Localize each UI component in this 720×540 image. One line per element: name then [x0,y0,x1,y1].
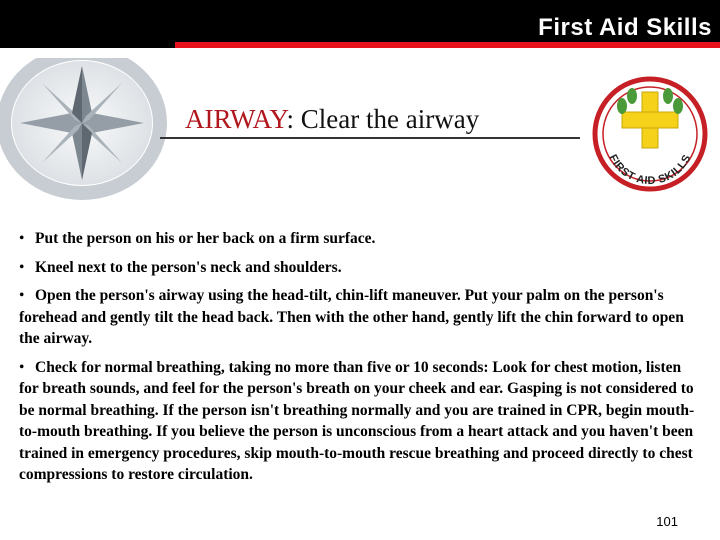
slide-title [185,104,479,135]
bullet-text: Open the person's airway using the head-tilt, chin-lift maneuver. Put your palm on the person's forehead and gently tilt the head back. Then with the other hand, gently lift the chin forward to open the airway. [19,287,684,347]
header-title: First Aid Skills [538,14,712,41]
header-bar [0,0,720,48]
bullet-text: Kneel next to the person's neck and shoulders. [35,258,342,276]
compass-rose-icon [0,58,175,208]
slide-title-keyword: AIRWAY [185,104,287,134]
bullet-item-4: • Check for normal breathing, taking no more than five or 10 seconds: Look for chest motion, listen for breath sounds, and feel for the person's breath on your cheek and ear. Gasping is not considered to be normal breathing. If the person isn't breathing normally and you are trained in CPR, begin mouth-to-mouth breathing. If you believe the person is unconscious from a heart attack and you haven't been trained in emergency procedures, skip mouth-to-mouth rescue breathing and proceed directly to chest compressions to restore circulation. [19,358,695,483]
first-aid-badge-icon [592,76,708,192]
bullet-item-3: • Open the person's airway using the head-tilt, chin-lift maneuver. Put your palm on the person's forehead and gently tilt the head back. Then with the other hand, gently lift the chin forward to open the airway. [19,287,684,347]
bullet-text: Check for normal breathing, taking no more than five or 10 seconds: Look for chest motion, listen for breath sounds, and feel for the person's breath on your cheek and ear. Gasping is not considered to be normal breathing. If the person isn't breathing normally and you are trained in CPR, begin mouth-to-mouth breathing. If you believe the person is unconscious from a heart attack and you haven't been trained in emergency procedures, skip mouth-to-mouth rescue breathing and proceed directly to chest compressions to restore circulation. [19,358,695,483]
bullet-list [19,228,703,493]
bullet-text: Put the person on his or her back on a firm surface. [35,230,376,247]
bullet-item-1: • Put the person on his or her back on a firm surface. [19,230,376,247]
slide-title-rest: : Clear the airway [286,104,480,134]
header-accent-line [175,42,720,48]
page-number: 101 [656,514,678,529]
badge-text: FIRST AID SKILLS [606,152,694,188]
title-underline [160,137,580,139]
bullet-item-2: • Kneel next to the person's neck and shoulders. [19,258,342,276]
